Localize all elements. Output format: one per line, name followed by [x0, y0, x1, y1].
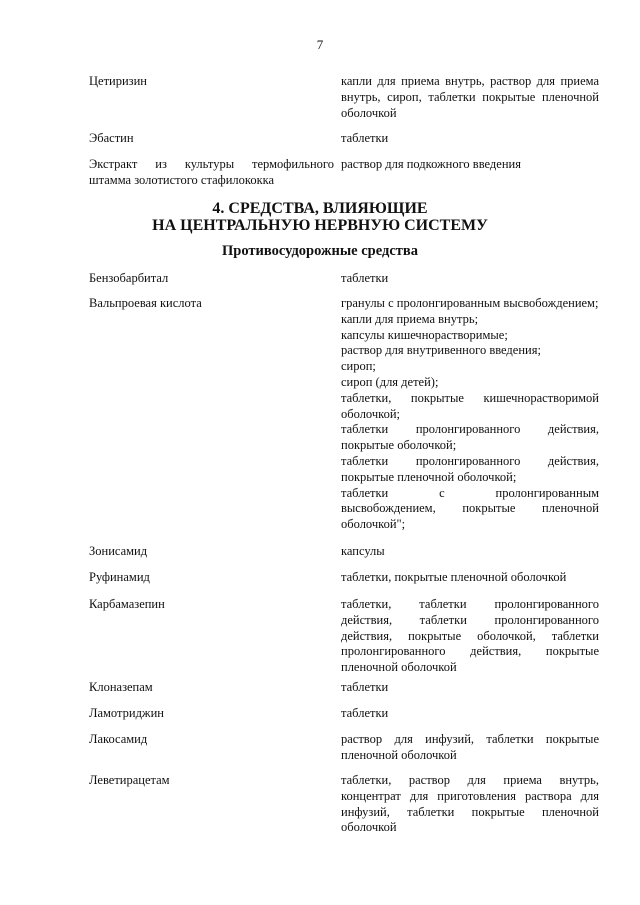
dosage-form-list	[341, 296, 599, 533]
subsection-title: Противосудорожные средства	[222, 243, 418, 259]
drug-name: Эбастин	[89, 131, 134, 145]
drug-name: Лакосамид	[89, 732, 148, 746]
drug-name: Экстракт из культуры термофильного штамма золотистого стафилококка	[89, 157, 334, 187]
section-title-line1: 4. СРЕДСТВА, ВЛИЯЮЩИЕ	[212, 200, 428, 217]
dosage-form: таблетки, раствор для приема внутрь, концентрат для приготовления раствора для инфузий, таблетки покрытые пленочной оболочкой	[341, 773, 599, 835]
drug-name: Леветирацетам	[89, 773, 170, 787]
dosage-form: раствор для инфузий, таблетки покрытые пленочной оболочкой	[341, 732, 599, 762]
drug-name: Зонисамид	[89, 544, 148, 558]
dosage-form: таблетки	[341, 680, 389, 694]
dosage-form: таблетки	[341, 271, 389, 285]
dosage-form-item: раствор для внутривенного введения;	[341, 343, 541, 358]
dosage-form-item: гранулы с пролонгированным высвобождением;	[341, 296, 599, 310]
dosage-form-item: сироп;	[341, 359, 376, 374]
dosage-form-item: таблетки с пролонгированным высвобождением, покрытые пленочной оболочкой";	[341, 485, 599, 532]
dosage-form: капсулы	[341, 544, 385, 558]
dosage-form-item: сироп (для детей);	[341, 374, 439, 389]
drug-name: Бензобарбитал	[89, 271, 169, 285]
dosage-form: таблетки	[341, 131, 389, 145]
section-title-line2: НА ЦЕНТРАЛЬНУЮ НЕРВНУЮ СИСТЕМУ	[152, 217, 488, 234]
drug-name: Цетиризин	[89, 74, 147, 88]
dosage-form-item: капли для приема внутрь;	[341, 311, 479, 326]
dosage-form: таблетки, таблетки пролонгированного действия, таблетки пролонгированного действия, покрытые оболочкой, таблетки пролонгированного действия, покрытые пленочной оболочкой	[341, 597, 599, 675]
drug-name: Руфинамид	[89, 570, 150, 584]
dosage-form: капли для приема внутрь, раствор для приема внутрь, сироп, таблетки покрытые пленочной оболочкой	[341, 74, 599, 120]
dosage-form-item: таблетки пролонгированного действия, покрытые пленочной оболочкой;	[341, 453, 599, 484]
dosage-form: таблетки, покрытые пленочной оболочкой	[341, 570, 567, 584]
drug-name: Ламотриджин	[89, 706, 164, 720]
drug-name: Клоназепам	[89, 680, 153, 694]
page-number: 7	[316, 37, 324, 52]
dosage-form: раствор для подкожного введения	[341, 157, 521, 171]
drug-name: Карбамазепин	[89, 597, 165, 611]
dosage-form-item: капсулы кишечнорастворимые;	[341, 327, 508, 342]
dosage-form-item: таблетки пролонгированного действия, покрытые оболочкой;	[341, 422, 599, 453]
dosage-form: таблетки	[341, 706, 389, 720]
drug-name: Вальпроевая кислота	[89, 296, 202, 310]
dosage-form-item: таблетки, покрытые кишечнорастворимой оболочкой;	[341, 390, 599, 421]
